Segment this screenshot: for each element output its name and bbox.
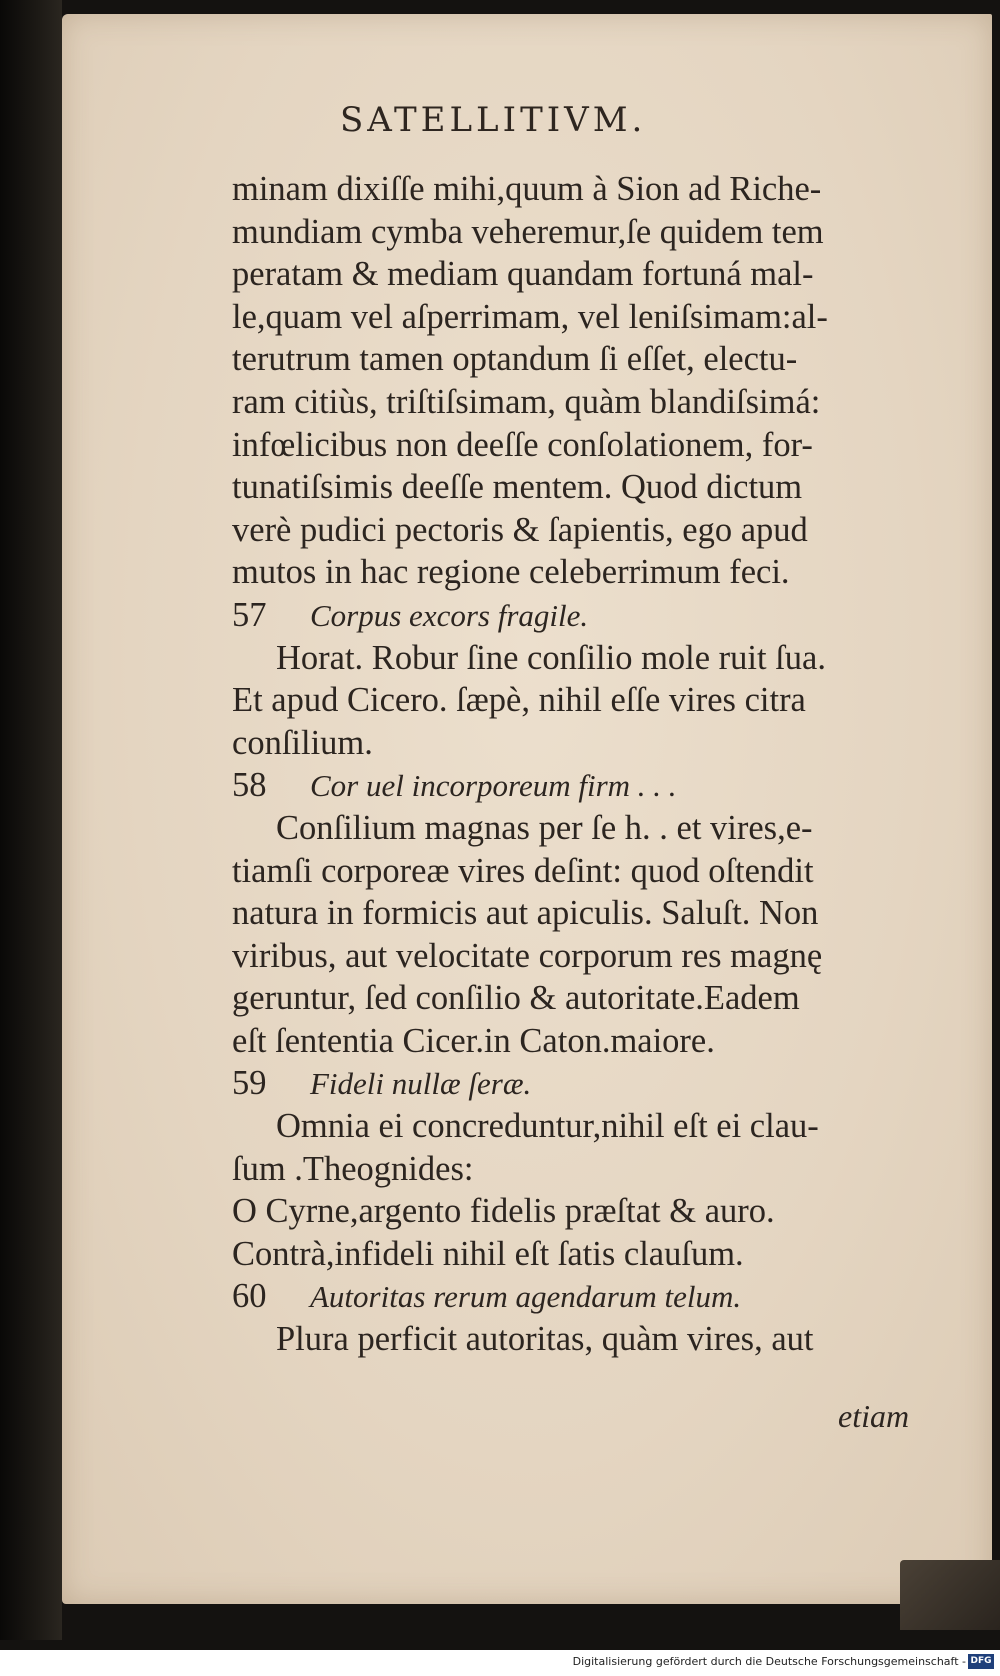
text-line: natura in formicis aut apiculis. Saluſt. Non [232, 894, 819, 933]
text-line: Et apud Cicero. ſæpè, nihil eſſe vires citra [232, 681, 806, 720]
section-heading [232, 764, 922, 807]
section-heading [232, 594, 922, 637]
book-gutter-shadow [0, 0, 62, 1640]
text-line: Omnia ei concreduntur,nihil eſt ei clau- [276, 1107, 819, 1146]
text-line: peratam & mediam quandam fortuná mal- [232, 255, 814, 294]
text-line: O Cyrne,argento fidelis præſtat & auro. [232, 1192, 775, 1231]
section-57 [232, 594, 922, 764]
page-corner-damage [900, 1560, 1000, 1630]
section-number: 59 [232, 1064, 267, 1103]
text-line: ram citiùs, triſtiſsimam, quàm blandiſsimá: [232, 382, 821, 421]
text-line: le,quam vel aſperrimam, vel leniſsimam:al- [232, 297, 828, 336]
text-line: tunatiſsimis deeſſe mentem. Quod dictum [232, 468, 803, 507]
text-line: mundiam cymba veheremur,ſe quidem tem [232, 212, 824, 251]
text-line: tiamſi corporeæ vires deſint: quod oſtendit [232, 851, 814, 890]
section-heading [232, 1062, 922, 1105]
text-line: infœlicibus non deeſſe conſolationem, for- [232, 425, 813, 464]
text-line: verè pudici pectoris & ſapientis, ego apud [232, 510, 808, 549]
section-58 [232, 764, 922, 1062]
main-text-block [232, 168, 922, 1361]
section-motto: Corpus excors fragile. [310, 597, 589, 633]
text-line: viribus, aut velocitate corporum res magnę [232, 936, 823, 975]
section-motto: Fideli nullæ ſeræ. [310, 1066, 532, 1102]
text-line: Contrà,infideli nihil eſt ſatis clauſum. [232, 1234, 744, 1273]
text-line: geruntur, ſed conſilio & autoritate.Eadem [232, 979, 800, 1018]
text-line: terutrum tamen optandum ſi eſſet, electu- [232, 340, 798, 379]
section-number: 57 [232, 595, 267, 634]
text-line: minam dixiſſe mihi,quum à Sion ad Riche- [232, 170, 822, 208]
text-line: eſt ſententia Cicer.in Caton.maiore. [232, 1021, 715, 1060]
text-line: Horat. Robur ſine conſilio mole ruit ſua. [276, 638, 826, 677]
section-number: 60 [232, 1277, 267, 1316]
text-line: mutos in hac regione celeberrimum feci. [232, 553, 790, 592]
digitization-credit: Digitalisierung gefördert durch die Deutsche Forschungsgemeinschaft - [572, 1655, 966, 1668]
section-number: 58 [232, 766, 267, 805]
section-motto: Cor uel incorporeum firm . . . [310, 768, 677, 804]
dfg-logo-icon: DFG [968, 1654, 994, 1669]
text-line: conſilium. [232, 723, 373, 762]
section-59 [232, 1062, 922, 1275]
text-line: Conſilium magnas per ſe h. . et vires,e- [276, 808, 813, 847]
text-line: ſum .Theognides: [232, 1149, 474, 1188]
section-motto: Autoritas rerum agendarum telum. [310, 1279, 742, 1315]
running-head: SATELLITIVM. [340, 100, 647, 140]
section-heading [232, 1275, 922, 1318]
section-60 [232, 1275, 922, 1360]
intro-paragraph [232, 168, 922, 594]
catchword: etiam [838, 1398, 910, 1434]
text-line: Plura perficit autoritas, quàm vires, aut [276, 1320, 814, 1359]
